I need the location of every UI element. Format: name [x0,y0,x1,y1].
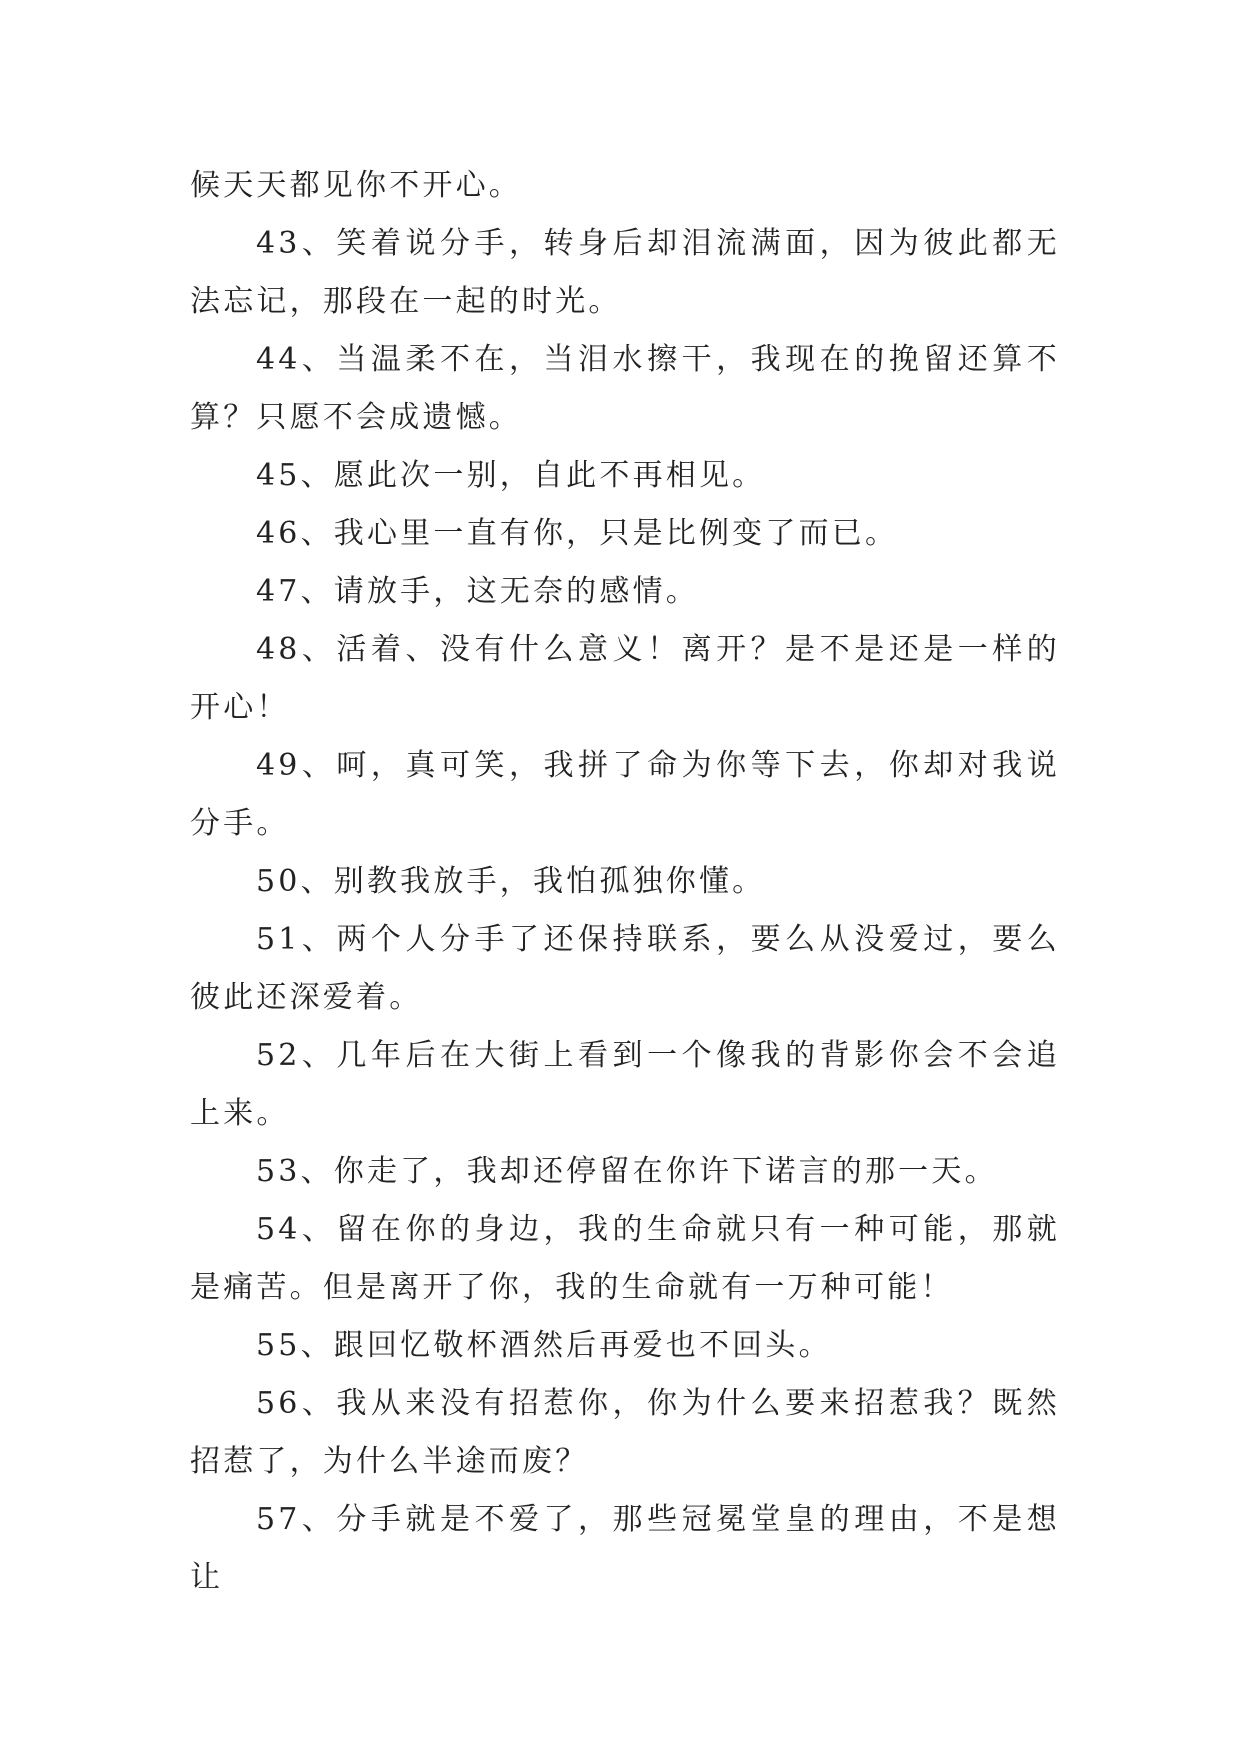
paragraph-53: 53、你走了，我却还停留在你许下诺言的那一天。 [256,1154,998,1189]
paragraph-48: 48、活着、没有什么意义！离开？是不是还是一样的开心！ [190,632,1060,725]
paragraph-50: 50、别教我放手，我怕孤独你懂。 [256,864,766,899]
paragraph-45: 45、愿此次一别，自此不再相见。 [256,458,766,493]
document-body [190,157,1060,1607]
paragraph-0: 候天天都见你不开心。 [190,168,522,203]
paragraph-51: 51、两个人分手了还保持联系，要么从没爱过，要么彼此还深爱着。 [190,922,1060,1015]
paragraph-52: 52、几年后在大街上看到一个像我的背影你会不会追上来。 [190,1038,1060,1131]
paragraph-49: 49、呵，真可笑，我拼了命为你等下去，你却对我说分手。 [190,748,1060,841]
paragraph-55: 55、跟回忆敬杯酒然后再爱也不回头。 [256,1328,832,1363]
paragraph-43: 43、笑着说分手，转身后却泪流满面，因为彼此都无法忘记，那段在一起的时光。 [190,226,1060,319]
paragraph-54: 54、留在你的身边，我的生命就只有一种可能，那就是痛苦。但是离开了你，我的生命就有一万种可能！ [190,1212,1060,1305]
paragraph-56: 56、我从来没有招惹你，你为什么要来招惹我？既然招惹了，为什么半途而废？ [190,1386,1060,1479]
paragraph-47: 47、请放手，这无奈的感情。 [256,574,699,609]
paragraph-44: 44、当温柔不在，当泪水擦干，我现在的挽留还算不算？只愿不会成遗憾。 [190,342,1060,435]
paragraph-46: 46、我心里一直有你，只是比例变了而已。 [256,516,899,551]
paragraph-57: 57、分手就是不爱了，那些冠冕堂皇的理由，不是想让 [190,1502,1060,1595]
